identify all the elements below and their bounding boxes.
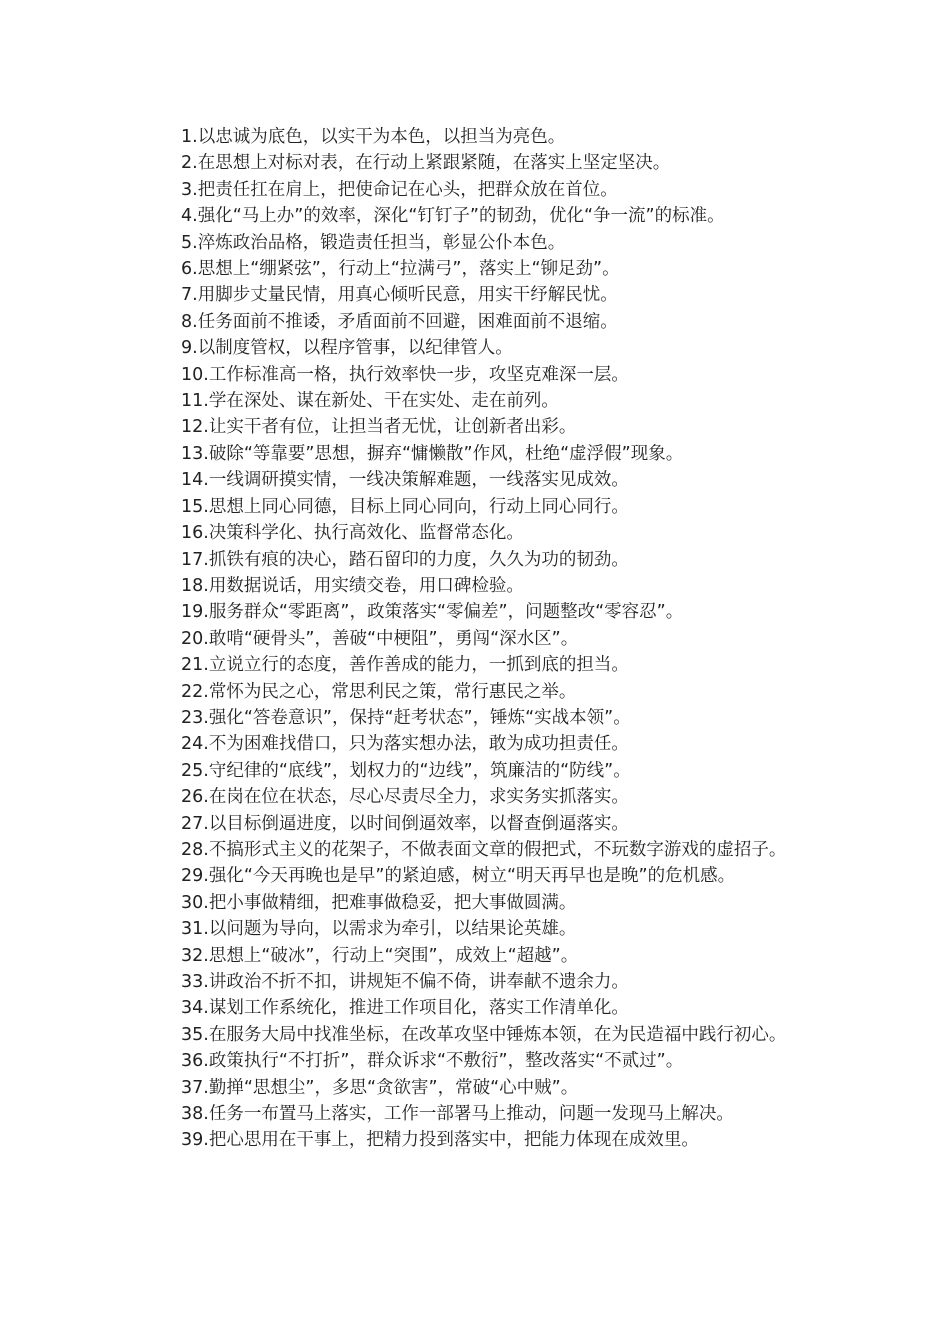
list-item: 6.思想上“绷紧弦”，行动上“拉满弓”，落实上“铆足劲”。 [181,259,620,280]
list-item: 33.讲政治不折不扣，讲规矩不偏不倚，讲奉献不遗余力。 [181,972,629,992]
list-item: 35.在服务大局中找准坐标，在改革攻坚中锤炼本领，在为民造福中践行初心。 [181,1024,787,1045]
list-item: 16.决策科学化、执行高效化、监督常态化。 [181,523,524,544]
list-item: 28.不搞形式主义的花架子，不做表面文章的假把式，不玩数字游戏的虚招子。 [181,839,787,860]
list-item: 13.破除“等靠要”思想，摒弃“慵懒散”作风，杜绝“虚浮假”现象。 [181,443,684,464]
list-item: 22.常怀为民之心，常思利民之策，常行惠民之举。 [181,681,577,702]
list-item: 20.敢啃“硬骨头”，善破“中梗阻”，勇闯“深水区”。 [181,628,579,649]
list-item: 2.在思想上对标对表，在行动上紧跟紧随，在落实上坚定坚决。 [181,153,671,174]
list-item: 12.让实干者有位，让担当者无忧，让创新者出彩。 [181,417,577,438]
list-item: 38.任务一布置马上落实，工作一部署马上推动，问题一发现马上解决。 [181,1104,734,1125]
list-item: 23.强化“答卷意识”，保持“赶考状态”，锤炼“实战本领”。 [181,707,631,728]
list-item: 9.以制度管权，以程序管事，以纪律管人。 [181,338,513,359]
list-item: 17.抓铁有痕的决心，踏石留印的力度，久久为功的韧劲。 [181,549,629,570]
list-item: 10.工作标准高一格，执行效率快一步，攻坚克难深一层。 [181,364,629,385]
list-item: 37.勤掸“思想尘”，多思“贪欲害”，常破“心中贼”。 [181,1077,579,1098]
list-item: 32.思想上“破冰”，行动上“突围”，成效上“超越”。 [181,945,579,966]
list-item: 39.把心思用在干事上，把精力投到落实中，把能力体现在成效里。 [181,1130,699,1151]
document-body [143,124,813,1154]
list-item: 29.强化“今天再晚也是早”的紧迫感，树立“明天再早也是晚”的危机感。 [181,866,736,887]
list-item: 21.立说立行的态度，善作善成的能力，一抓到底的担当。 [181,655,629,676]
list-item: 15.思想上同心同德，目标上同心同向，行动上同心同行。 [181,496,629,517]
list-item: 36.政策执行“不打折”，群众诉求“不敷衍”，整改落实“不贰过”。 [181,1051,684,1072]
list-item: 26.在岗在位在状态，尽心尽责尽全力，求实务实抓落实。 [181,787,629,808]
list-item: 25.守纪律的“底线”，划权力的“边线”，筑廉洁的“防线”。 [181,760,631,781]
list-item: 7.用脚步丈量民情，用真心倾听民意，用实干纾解民忧。 [181,285,618,306]
list-item: 19.服务群众“零距离”，政策落实“零偏差”，问题整改“零容忍”。 [181,602,684,623]
list-item: 5.淬炼政治品格，锻造责任担当，彰显公仆本色。 [181,232,566,253]
list-item: 8.任务面前不推诿，矛盾面前不回避，困难面前不退缩。 [181,311,618,332]
list-item: 3.把责任扛在肩上，把使命记在心头，把群众放在首位。 [181,179,618,200]
list-item: 31.以问题为导向，以需求为牵引，以结果论英雄。 [181,919,577,940]
list-item: 4.强化“马上办”的效率，深化“钉钉子”的韧劲，优化“争一流”的标准。 [181,206,725,227]
list-item: 34.谋划工作系统化，推进工作项目化，落实工作清单化。 [181,998,629,1019]
list-item: 27.以目标倒逼进度，以时间倒逼效率，以督查倒逼落实。 [181,813,629,834]
list-item: 24.不为困难找借口，只为落实想办法，敢为成功担责任。 [181,734,629,755]
list-item: 14.一线调研摸实情，一线决策解难题，一线落实见成效。 [181,470,629,491]
list-item: 18.用数据说话，用实绩交卷，用口碑检验。 [181,575,524,596]
list-item: 11.学在深处、谋在新处、干在实处、走在前列。 [181,391,559,412]
list-item: 1.以忠诚为底色，以实干为本色，以担当为亮色。 [181,127,566,147]
list-item: 30.把小事做精细，把难事做稳妥，把大事做圆满。 [181,892,577,913]
